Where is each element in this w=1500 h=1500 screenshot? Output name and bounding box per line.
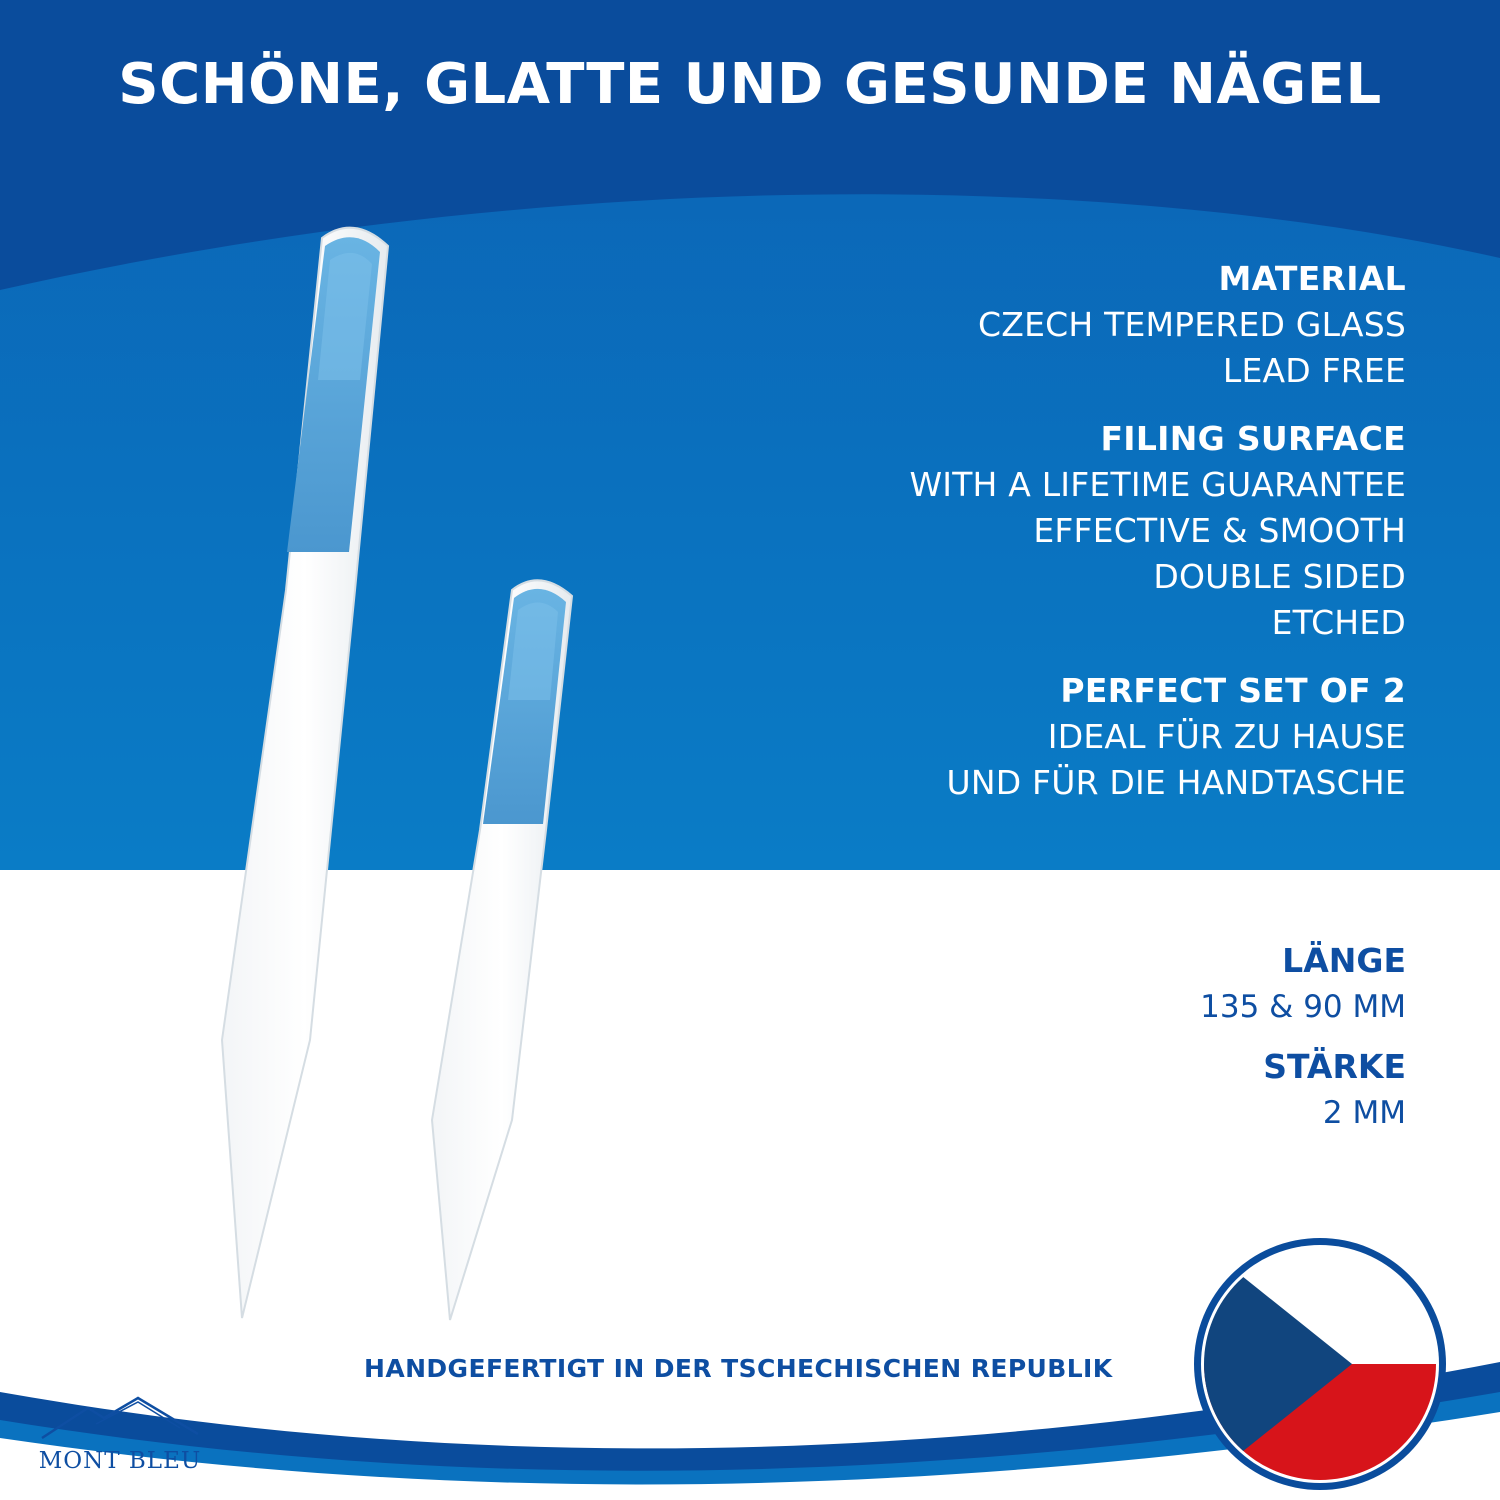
spec-line: DOUBLE SIDED — [1153, 557, 1406, 596]
spec-list — [506, 256, 1406, 828]
spec-heading: MATERIAL — [1218, 259, 1406, 298]
spec-line: WITH A LIFETIME GUARANTEE — [909, 465, 1406, 504]
spec-line: CZECH TEMPERED GLASS — [978, 305, 1406, 344]
spec-line: IDEAL FÜR ZU HAUSE — [1047, 717, 1406, 756]
thickness-heading: STÄRKE — [1263, 1047, 1406, 1086]
spec-line: ETCHED — [1271, 603, 1406, 642]
length-value: 135 & 90 MM — [1200, 989, 1406, 1025]
mountain-logo-icon — [40, 1394, 200, 1440]
dimensions — [806, 938, 1406, 1150]
spec-line: LEAD FREE — [1222, 351, 1406, 390]
made-in-label: HANDGEFERTIGT IN DER TSCHECHISCHEN REPUBLIK — [364, 1354, 1113, 1383]
czech-flag-icon — [1192, 1236, 1448, 1492]
spec-group-filing-surface — [506, 416, 1406, 646]
spec-line: UND FÜR DIE HANDTASCHE — [946, 763, 1406, 802]
spec-heading: FILING SURFACE — [1100, 419, 1406, 458]
spec-heading: PERFECT SET OF 2 — [1060, 671, 1406, 710]
spec-group-material — [506, 256, 1406, 394]
brand-logo — [30, 1394, 210, 1474]
brand-name: MONT BLEU — [38, 1448, 202, 1474]
spec-group-set — [506, 668, 1406, 806]
thickness-value: 2 MM — [1322, 1095, 1406, 1131]
headline: SCHÖNE, GLATTE UND GESUNDE NÄGEL — [118, 52, 1382, 117]
length-heading: LÄNGE — [1282, 941, 1406, 980]
spec-line: EFFECTIVE & SMOOTH — [1033, 511, 1406, 550]
